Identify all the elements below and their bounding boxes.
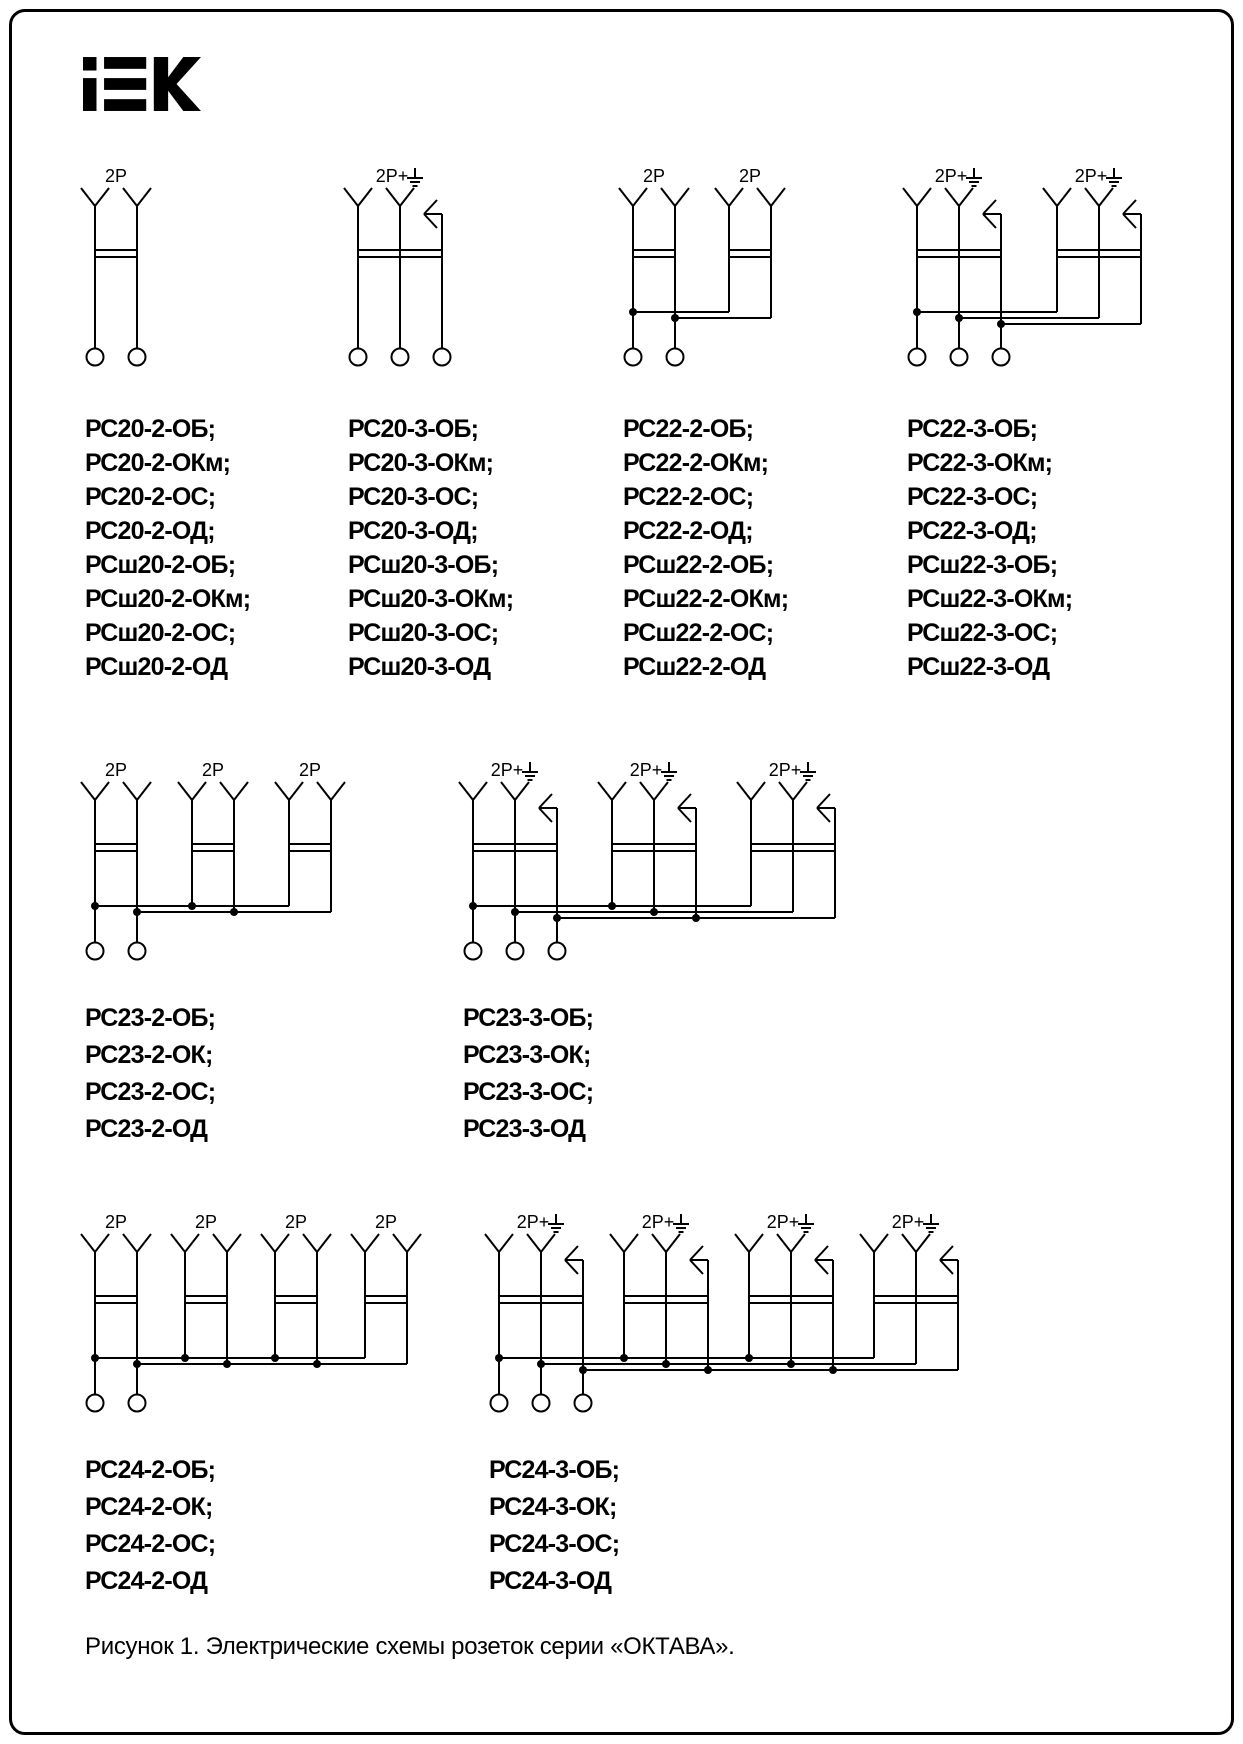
model-code: РСш22-3-ОС; — [907, 619, 1058, 647]
model-code: РС22-2-ОБ; — [623, 415, 754, 443]
socket-symbol — [171, 1234, 241, 1364]
junction-dot — [188, 902, 196, 910]
model-code: РС22-2-ОС; — [623, 483, 754, 511]
terminal-circle — [667, 349, 684, 366]
model-code: РС20-2-ОС; — [85, 483, 216, 511]
socket-symbol — [735, 1234, 833, 1370]
model-code: РС24-3-ОБ; — [489, 1456, 620, 1484]
pin-fork — [541, 1234, 555, 1252]
model-code: РС24-2-ОК; — [85, 1493, 213, 1521]
schematic-ps24-3 — [479, 1208, 998, 1425]
pin-count-label: 2P+ — [1074, 166, 1108, 186]
junction-dot — [133, 1360, 141, 1368]
model-code: РС24-2-ОС; — [85, 1530, 216, 1558]
socket-symbol — [485, 1234, 583, 1395]
model-code: РС20-2-ОКм; — [85, 449, 231, 477]
junction-dot — [511, 908, 519, 916]
terminal-circle — [951, 349, 968, 366]
model-code: РСш20-3-ОКм; — [348, 585, 514, 613]
pin-fork — [317, 782, 331, 800]
pin-fork — [81, 782, 95, 800]
earth-fork — [424, 214, 437, 228]
model-code: РС24-3-ОД — [489, 1567, 612, 1595]
terminal-circle — [549, 943, 566, 960]
model-code: РСш20-2-ОД — [85, 653, 228, 681]
pin-fork — [123, 1234, 137, 1252]
model-code: РСш22-3-ОКм; — [907, 585, 1073, 613]
junction-dot — [692, 914, 700, 922]
junction-dot — [955, 314, 963, 322]
terminal-circle — [575, 1395, 592, 1412]
logo-letter-e-bar — [104, 78, 146, 90]
pin-count-label: 2P+ — [934, 166, 968, 186]
pin-fork — [213, 1234, 227, 1252]
pin-fork — [386, 188, 400, 206]
pin-fork — [652, 1234, 666, 1252]
pin-fork — [715, 188, 729, 206]
model-code: РС24-2-ОБ; — [85, 1456, 216, 1484]
pin-fork — [917, 188, 931, 206]
junction-dot — [181, 1354, 189, 1362]
model-code: РС23-3-ОС; — [463, 1078, 594, 1106]
junction-dot — [997, 320, 1005, 328]
pin-fork — [137, 188, 151, 206]
pin-fork — [344, 188, 358, 206]
pin-count-label: 2P — [284, 1212, 308, 1232]
earth-fork — [983, 200, 996, 214]
junction-dot — [671, 314, 679, 322]
pin-fork — [515, 782, 529, 800]
socket-symbol — [715, 188, 785, 318]
terminal-circle — [465, 943, 482, 960]
pin-fork — [234, 782, 248, 800]
pin-fork — [351, 1234, 365, 1252]
model-code: РС23-3-ОД — [463, 1115, 586, 1143]
model-list-ps22-2 — [623, 412, 788, 684]
pin-fork — [527, 1234, 541, 1252]
pin-fork — [619, 188, 633, 206]
pin-count-label: 2P+ — [891, 1212, 925, 1232]
pin-fork — [137, 1234, 151, 1252]
pin-fork — [303, 1234, 317, 1252]
model-code: РСш20-3-ОС; — [348, 619, 499, 647]
socket-symbol — [903, 188, 1001, 349]
earth-fork — [1123, 214, 1136, 228]
pin-fork — [860, 1234, 874, 1252]
terminal-circle — [129, 349, 146, 366]
earth-contact — [1123, 200, 1141, 228]
earth-ground-icon — [798, 1214, 814, 1232]
pin-fork — [737, 782, 751, 800]
model-list-ps22-3 — [907, 412, 1072, 684]
pin-fork — [81, 188, 95, 206]
junction-dot — [133, 908, 141, 916]
socket-symbol — [619, 188, 689, 349]
schematic-ps22-2 — [613, 162, 811, 379]
junction-dot — [629, 308, 637, 316]
model-code: РС22-2-ОД; — [623, 517, 753, 545]
terminal-circle — [909, 349, 926, 366]
earth-ground-icon — [1106, 168, 1122, 186]
earth-ground-icon — [673, 1214, 689, 1232]
logo-letter-i-dot — [83, 57, 96, 70]
earth-ground-icon — [522, 762, 538, 780]
terminal-circle — [533, 1395, 550, 1412]
pin-fork — [81, 1234, 95, 1252]
junction-dot — [608, 902, 616, 910]
pin-fork — [407, 1234, 421, 1252]
pin-fork — [459, 782, 473, 800]
pin-fork — [178, 782, 192, 800]
socket-symbol — [351, 1234, 421, 1364]
earth-ground-icon — [923, 1214, 939, 1232]
logo-letter-e-bar — [104, 99, 146, 111]
terminal-circle — [491, 1395, 508, 1412]
junction-dot — [620, 1354, 628, 1362]
model-code: РС23-2-ОК; — [85, 1041, 213, 1069]
socket-symbol — [81, 188, 151, 349]
terminal-circle — [87, 349, 104, 366]
model-list-ps20-3 — [348, 412, 513, 684]
model-list-ps23-3 — [463, 1000, 593, 1148]
pin-fork — [661, 188, 675, 206]
pin-fork — [473, 782, 487, 800]
terminal-circle — [507, 943, 524, 960]
pin-fork — [261, 1234, 275, 1252]
pin-fork — [400, 188, 414, 206]
pin-fork — [393, 1234, 407, 1252]
logo-letter-k — [154, 57, 201, 111]
model-code: РС22-3-ОД; — [907, 517, 1037, 545]
model-code: РСш22-2-ОКм; — [623, 585, 789, 613]
terminal-circle — [993, 349, 1010, 366]
model-code: РСш22-2-ОБ; — [623, 551, 774, 579]
model-code: РС20-3-ОБ; — [348, 415, 479, 443]
schematic-ps24-2 — [75, 1208, 447, 1425]
model-code: РСш22-2-ОД — [623, 653, 766, 681]
earth-fork — [690, 1260, 703, 1274]
junction-dot — [913, 308, 921, 316]
earth-fork — [1123, 200, 1136, 214]
pin-fork — [640, 782, 654, 800]
earth-contact — [983, 200, 1001, 228]
schematic-ps20-3 — [338, 162, 482, 379]
earth-contact — [940, 1246, 958, 1274]
schematic-ps20-2 — [75, 162, 177, 379]
socket-symbol — [178, 782, 248, 912]
pin-fork — [123, 188, 137, 206]
socket-symbol — [737, 782, 835, 918]
terminal-circle — [87, 943, 104, 960]
model-code: РС20-2-ОД; — [85, 517, 215, 545]
earth-contact — [690, 1246, 708, 1274]
socket-symbol — [860, 1234, 958, 1370]
pin-fork — [791, 1234, 805, 1252]
earth-fork — [539, 808, 552, 822]
logo-letter-e-bar — [104, 57, 146, 69]
pin-fork — [675, 188, 689, 206]
earth-contact — [678, 794, 696, 822]
terminal-circle — [129, 1395, 146, 1412]
socket-symbol — [81, 1234, 151, 1395]
pin-fork — [171, 1234, 185, 1252]
pin-fork — [757, 188, 771, 206]
socket-symbol — [610, 1234, 708, 1370]
pin-fork — [916, 1234, 930, 1252]
earth-contact — [424, 200, 442, 228]
socket-symbol — [459, 782, 557, 943]
socket-symbol — [275, 782, 345, 912]
pin-count-label: 2P — [104, 1212, 128, 1232]
socket-symbol — [261, 1234, 331, 1364]
model-code: РС24-3-ОК; — [489, 1493, 617, 1521]
model-code: РС22-3-ОБ; — [907, 415, 1038, 443]
socket-symbol — [598, 782, 696, 918]
pin-fork — [777, 1234, 791, 1252]
pin-fork — [598, 782, 612, 800]
pin-fork — [874, 1234, 888, 1252]
junction-dot — [745, 1354, 753, 1362]
pin-count-label: 2P+ — [641, 1212, 675, 1232]
earth-contact — [815, 1246, 833, 1274]
pin-count-label: 2P — [642, 166, 666, 186]
earth-contact — [565, 1246, 583, 1274]
earth-fork — [539, 794, 552, 808]
model-code: РС23-3-ОБ; — [463, 1004, 594, 1032]
pin-fork — [729, 188, 743, 206]
pin-count-label: 2P — [104, 166, 128, 186]
pin-fork — [793, 782, 807, 800]
pin-fork — [317, 1234, 331, 1252]
pin-fork — [95, 782, 109, 800]
earth-fork — [565, 1260, 578, 1274]
model-code: РСш20-2-ОС; — [85, 619, 236, 647]
model-code: РС23-3-ОК; — [463, 1041, 591, 1069]
pin-fork — [749, 1234, 763, 1252]
earth-fork — [678, 794, 691, 808]
pin-fork — [1043, 188, 1057, 206]
pin-count-label: 2P — [738, 166, 762, 186]
pin-fork — [779, 782, 793, 800]
junction-dot — [829, 1366, 837, 1374]
earth-contact — [817, 794, 835, 822]
pin-fork — [123, 782, 137, 800]
junction-dot — [313, 1360, 321, 1368]
pin-fork — [771, 188, 785, 206]
pin-count-label: 2P+ — [490, 760, 524, 780]
pin-count-label: 2P — [298, 760, 322, 780]
earth-fork — [690, 1246, 703, 1260]
pin-fork — [902, 1234, 916, 1252]
pin-fork — [959, 188, 973, 206]
model-code: РС24-3-ОС; — [489, 1530, 620, 1558]
socket-symbol — [81, 782, 151, 943]
pin-fork — [358, 188, 372, 206]
pin-fork — [610, 1234, 624, 1252]
pin-fork — [903, 188, 917, 206]
pin-count-label: 2P — [194, 1212, 218, 1232]
earth-fork — [565, 1246, 578, 1260]
iek-logo — [83, 57, 201, 111]
model-code: РС23-2-ОБ; — [85, 1004, 216, 1032]
terminal-circle — [350, 349, 367, 366]
junction-dot — [223, 1360, 231, 1368]
pin-fork — [1057, 188, 1071, 206]
junction-dot — [271, 1354, 279, 1362]
pin-fork — [666, 1234, 680, 1252]
earth-ground-icon — [548, 1214, 564, 1232]
model-code: РСш20-2-ОКм; — [85, 585, 251, 613]
earth-fork — [815, 1246, 828, 1260]
schematic-ps23-3 — [453, 756, 875, 973]
pin-fork — [499, 1234, 513, 1252]
pin-fork — [612, 782, 626, 800]
earth-ground-icon — [661, 762, 677, 780]
model-code: РСш22-3-ОД — [907, 653, 1050, 681]
pin-count-label: 2P+ — [375, 166, 409, 186]
earth-fork — [940, 1260, 953, 1274]
earth-fork — [983, 214, 996, 228]
pin-fork — [1099, 188, 1113, 206]
earth-fork — [940, 1246, 953, 1260]
junction-dot — [537, 1360, 545, 1368]
pin-fork — [289, 782, 303, 800]
junction-dot — [91, 1354, 99, 1362]
terminal-circle — [434, 349, 451, 366]
model-code: РС22-3-ОС; — [907, 483, 1038, 511]
junction-dot — [650, 908, 658, 916]
pin-count-label: 2P — [374, 1212, 398, 1232]
pin-fork — [185, 1234, 199, 1252]
model-code: РСш22-3-ОБ; — [907, 551, 1058, 579]
pin-fork — [485, 1234, 499, 1252]
junction-dot — [469, 902, 477, 910]
junction-dot — [704, 1366, 712, 1374]
pin-fork — [751, 782, 765, 800]
model-list-ps20-2 — [85, 412, 250, 684]
model-list-ps24-3 — [489, 1452, 619, 1600]
model-code: РС20-3-ОС; — [348, 483, 479, 511]
earth-fork — [424, 200, 437, 214]
junction-dot — [787, 1360, 795, 1368]
pin-fork — [501, 782, 515, 800]
pin-fork — [365, 1234, 379, 1252]
figure-caption: Рисунок 1. Электрические схемы розеток серии «ОКТАВА». — [85, 1633, 735, 1660]
earth-fork — [678, 808, 691, 822]
model-list-ps23-2 — [85, 1000, 215, 1148]
pin-fork — [331, 782, 345, 800]
model-code: РС23-2-ОД — [85, 1115, 208, 1143]
pin-fork — [275, 1234, 289, 1252]
model-code: РСш22-2-ОС; — [623, 619, 774, 647]
pin-fork — [275, 782, 289, 800]
pin-fork — [654, 782, 668, 800]
socket-symbol — [344, 188, 442, 349]
earth-fork — [817, 808, 830, 822]
model-code: РС23-2-ОС; — [85, 1078, 216, 1106]
pin-fork — [227, 1234, 241, 1252]
model-code: РС20-3-ОКм; — [348, 449, 494, 477]
pin-count-label: 2P+ — [516, 1212, 550, 1232]
junction-dot — [91, 902, 99, 910]
pin-fork — [633, 188, 647, 206]
pin-fork — [95, 188, 109, 206]
schematic-ps22-3 — [897, 162, 1181, 379]
pin-count-label: 2P — [201, 760, 225, 780]
model-code: РС24-2-ОД — [85, 1567, 208, 1595]
terminal-circle — [87, 1395, 104, 1412]
model-code: РС22-3-ОКм; — [907, 449, 1053, 477]
terminal-circle — [392, 349, 409, 366]
model-code: РСш20-3-ОБ; — [348, 551, 499, 579]
pin-count-label: 2P+ — [629, 760, 663, 780]
earth-fork — [815, 1260, 828, 1274]
pin-count-label: 2P — [104, 760, 128, 780]
pin-fork — [735, 1234, 749, 1252]
pin-count-label: 2P+ — [768, 760, 802, 780]
pin-fork — [624, 1234, 638, 1252]
junction-dot — [662, 1360, 670, 1368]
schematic-ps23-2 — [75, 756, 371, 973]
pin-count-label: 2P+ — [766, 1212, 800, 1232]
earth-fork — [817, 794, 830, 808]
earth-contact — [539, 794, 557, 822]
earth-ground-icon — [966, 168, 982, 186]
pin-fork — [220, 782, 234, 800]
terminal-circle — [129, 943, 146, 960]
pin-fork — [192, 782, 206, 800]
model-list-ps24-2 — [85, 1452, 215, 1600]
model-code: РСш20-2-ОБ; — [85, 551, 236, 579]
model-code: РС20-3-ОД; — [348, 517, 478, 545]
junction-dot — [495, 1354, 503, 1362]
junction-dot — [553, 914, 561, 922]
model-code: РС20-2-ОБ; — [85, 415, 216, 443]
terminal-circle — [625, 349, 642, 366]
junction-dot — [230, 908, 238, 916]
pin-fork — [95, 1234, 109, 1252]
model-code: РС22-2-ОКм; — [623, 449, 769, 477]
model-code: РСш20-3-ОД — [348, 653, 491, 681]
earth-ground-icon — [407, 168, 423, 186]
pin-fork — [137, 782, 151, 800]
junction-dot — [579, 1366, 587, 1374]
socket-symbol — [1043, 188, 1141, 324]
pin-fork — [945, 188, 959, 206]
earth-ground-icon — [800, 762, 816, 780]
pin-fork — [1085, 188, 1099, 206]
logo-letter-i-stem — [83, 78, 96, 111]
